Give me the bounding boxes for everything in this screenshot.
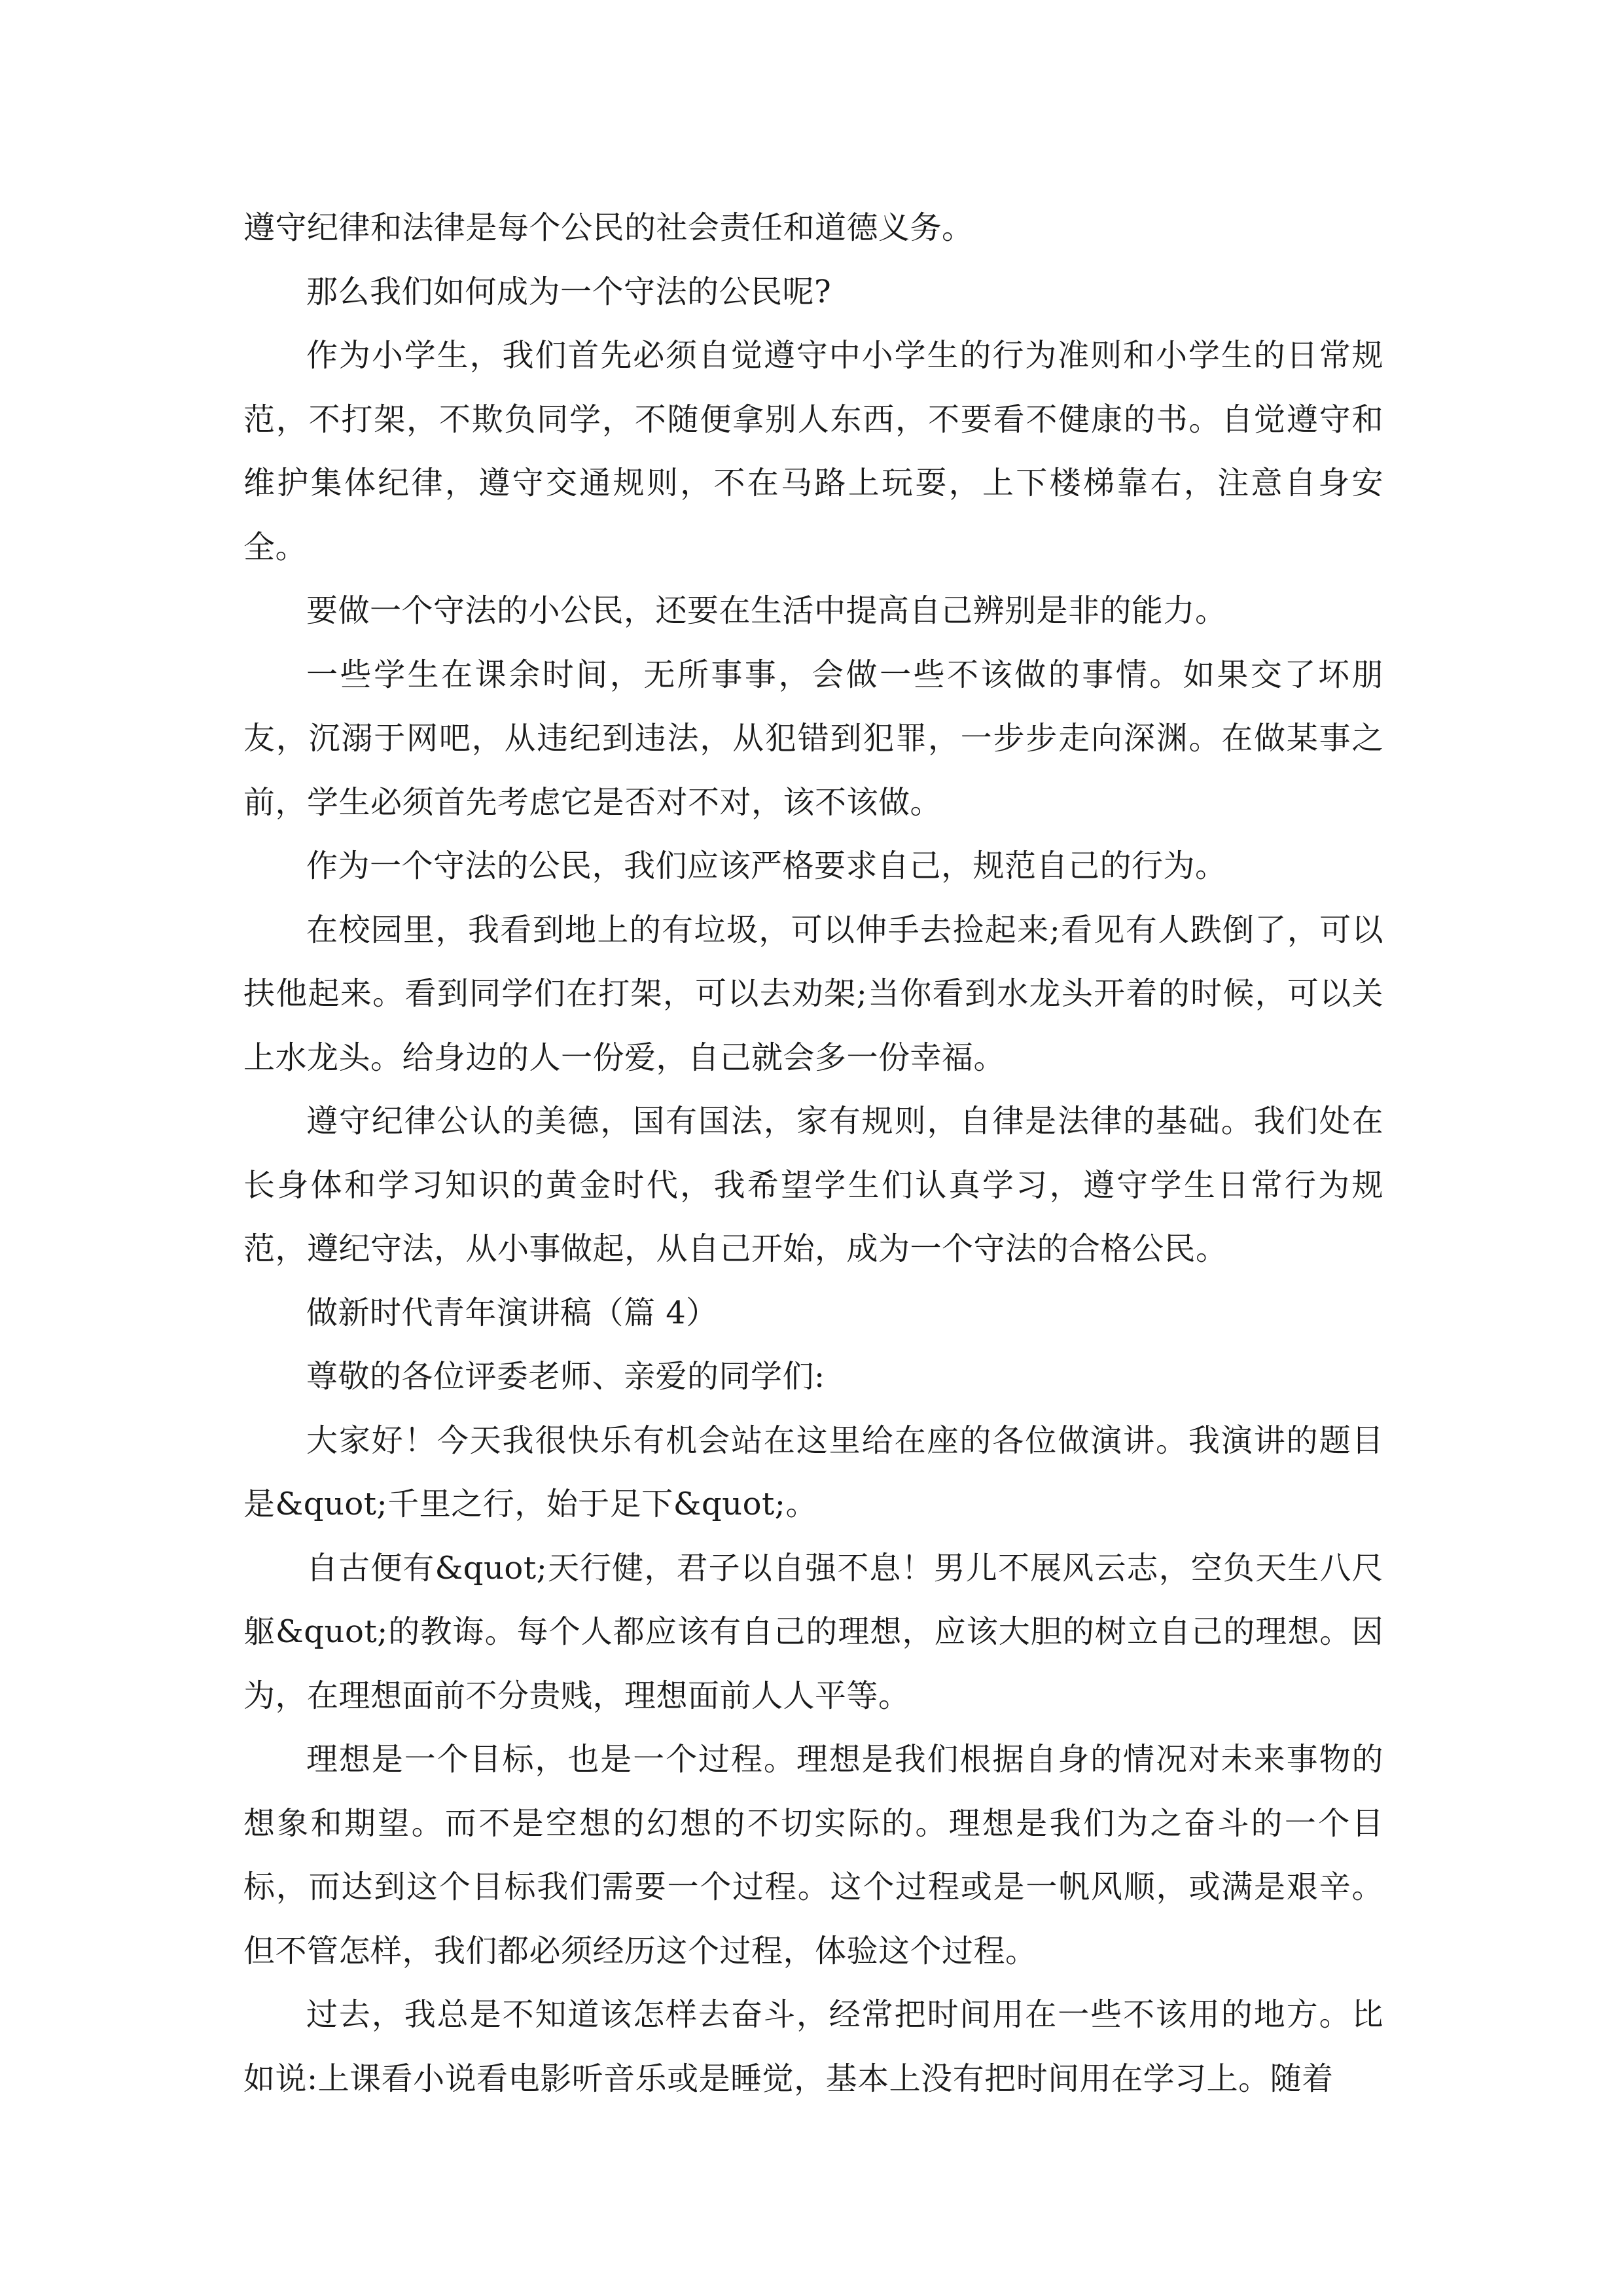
section-heading: 做新时代青年演讲稿（篇 4）	[306, 1294, 718, 1331]
paragraph: 遵守纪律公认的美德，国有国法，家有规则，自律是法律的基础。我们处在长身体和学习知识的黄金时代，我希望学生们认真学习，遵守学生日常行为规范，遵纪守法，从小事做起，从自己开始，成为一个守法的合格公民。	[243, 1103, 1383, 1267]
paragraph: 在校园里，我看到地上的有垃圾，可以伸手去捡起来;看见有人跌倒了，可以扶他起来。看到同学们在打架，可以去劝架;当你看到水龙头开着的时候，可以关上水龙头。给身边的人一份爱，自己就会多一份幸福。	[243, 911, 1383, 1076]
paragraph: 遵守纪律和法律是每个公民的社会责任和道德义务。	[243, 209, 974, 246]
paragraph: 一些学生在课余时间，无所事事，会做一些不该做的事情。如果交了坏朋友，沉溺于网吧，从违纪到违法，从犯错到犯罪，一步步走向深渊。在做某事之前，学生必须首先考虑它是否对不对，该不该做。	[243, 656, 1383, 821]
paragraph: 过去，我总是不知道该怎样去奋斗，经常把时间用在一些不该用的地方。比如说:上课看小说看电影听音乐或是睡觉，基本上没有把时间用在学习上。随着	[243, 1996, 1383, 2097]
paragraph: 作为小学生，我们首先必须自觉遵守中小学生的行为准则和小学生的日常规范，不打架，不欺负同学，不随便拿别人东西，不要看不健康的书。自觉遵守和维护集体纪律，遵守交通规则，不在马路上玩耍，上下楼梯靠右，注意自身安全。	[243, 337, 1383, 565]
paragraph: 要做一个守法的小公民，还要在生活中提高自己辨别是非的能力。	[306, 592, 1227, 629]
salutation: 尊敬的各位评委老师、亲爱的同学们:	[306, 1358, 825, 1395]
paragraph: 那么我们如何成为一个守法的公民呢?	[306, 273, 832, 310]
paragraph: 大家好！今天我很快乐有机会站在这里给在座的各位做演讲。我演讲的题目是&quot;千里之行，始于足下&quot;。	[243, 1422, 1383, 1522]
paragraph: 作为一个守法的公民，我们应该严格要求自己，规范自己的行为。	[306, 848, 1227, 884]
document-page	[243, 196, 1383, 2111]
paragraph: 理想是一个目标，也是一个过程。理想是我们根据自身的情况对未来事物的想象和期望。而不是空想的幻想的不切实际的。理想是我们为之奋斗的一个目标，而达到这个目标我们需要一个过程。这个过程或是一帆风顺，或满是艰辛。但不管怎样，我们都必须经历这个过程，体验这个过程。	[243, 1741, 1383, 1969]
paragraph: 自古便有&quot;天行健，君子以自强不息！男儿不展风云志，空负天生八尺躯&quot;的教诲。每个人都应该有自己的理想，应该大胆的树立自己的理想。因为，在理想面前不分贵贱，理想面前人人平等。	[243, 1549, 1383, 1714]
